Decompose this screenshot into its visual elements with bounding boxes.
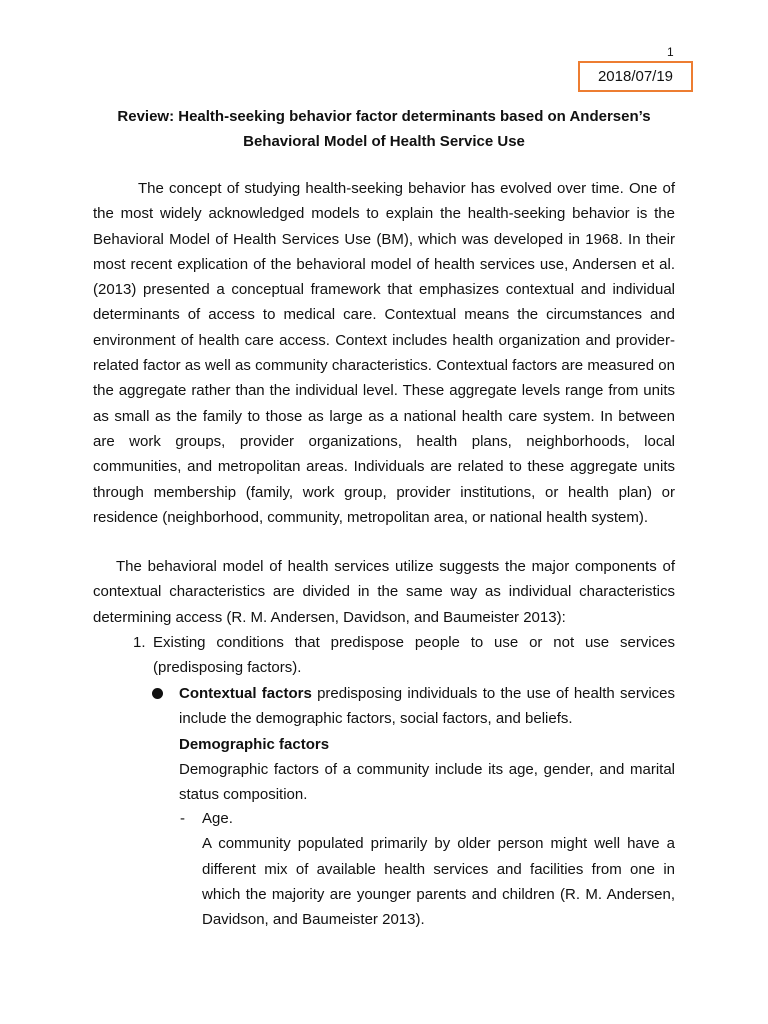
subheading-demographic: Demographic factors <box>179 735 330 753</box>
title-line-2: Behavioral Model of Health Service Use <box>243 133 525 150</box>
dash-text: A community populated primarily by older person might well have a different mix of available health services and facilities from one in which the majority are younger parents and children (R. M. Andersen, Davidson, and Baumeister 2013). <box>202 835 675 929</box>
list-item-predisposing <box>133 630 675 681</box>
bullet-contextual-factors <box>179 681 675 807</box>
bullet-text: predisposing individuals to the use of health services include the demographic factors, social factors, and beliefs. <box>179 685 675 728</box>
dash-heading: Age. <box>202 810 233 827</box>
bullet-dot-icon <box>152 688 163 699</box>
document-title <box>93 104 675 154</box>
list-number: 1. <box>133 634 146 651</box>
bullet-bold-lead: Contextual factors <box>179 685 312 702</box>
paragraph-intro: The concept of studying health-seeking behavior has evolved over time. One of the most widely acknowledged models to explain the health-seeking behavior is the Behavioral Model of Health Services Use (BM), which was developed in 1968. In their most recent explication of the behavioral model of health services use, Andersen et al. (2013) presented a conceptual framework that emphasizes contextual and individual determinants of access to medical care. Contextual means the circumstances and environment of health care access. Context includes health organization and provider-related factor as well as community characteristics. Contextual factors are measured on the aggregate rather than the individual level. These aggregate levels range from units as small as the family to those as large as a national health care system. In between are work groups, provider organizations, health plans, neighborhoods, local communities, and metropolitan areas. Individuals are related to these aggregate units through membership (family, work group, provider institutions, or health plan) or residence (neighborhood, community, metropolitan area, or national health system). <box>93 180 675 526</box>
page-number: 1 <box>667 45 674 59</box>
date-box: 2018/07/19 <box>578 61 693 92</box>
demographic-text: Demographic factors of a community include its age, gender, and marital status composition. <box>179 760 675 804</box>
bullet-paragraph <box>179 681 675 732</box>
dash-item-age <box>180 806 675 932</box>
title-line-1: Review: Health-seeking behavior factor determinants based on Andersen’s <box>117 108 651 125</box>
dash-marker: - <box>180 810 185 827</box>
list-text: Existing conditions that predispose people to use or not use services (predisposing factors). <box>153 634 675 677</box>
paragraph-components: The behavioral model of health services utilize suggests the major components of contextual characteristics are divided in the same way as individual characteristics determining access (R. M. Andersen, Davidson, and Baumeister 2013): <box>93 558 675 626</box>
